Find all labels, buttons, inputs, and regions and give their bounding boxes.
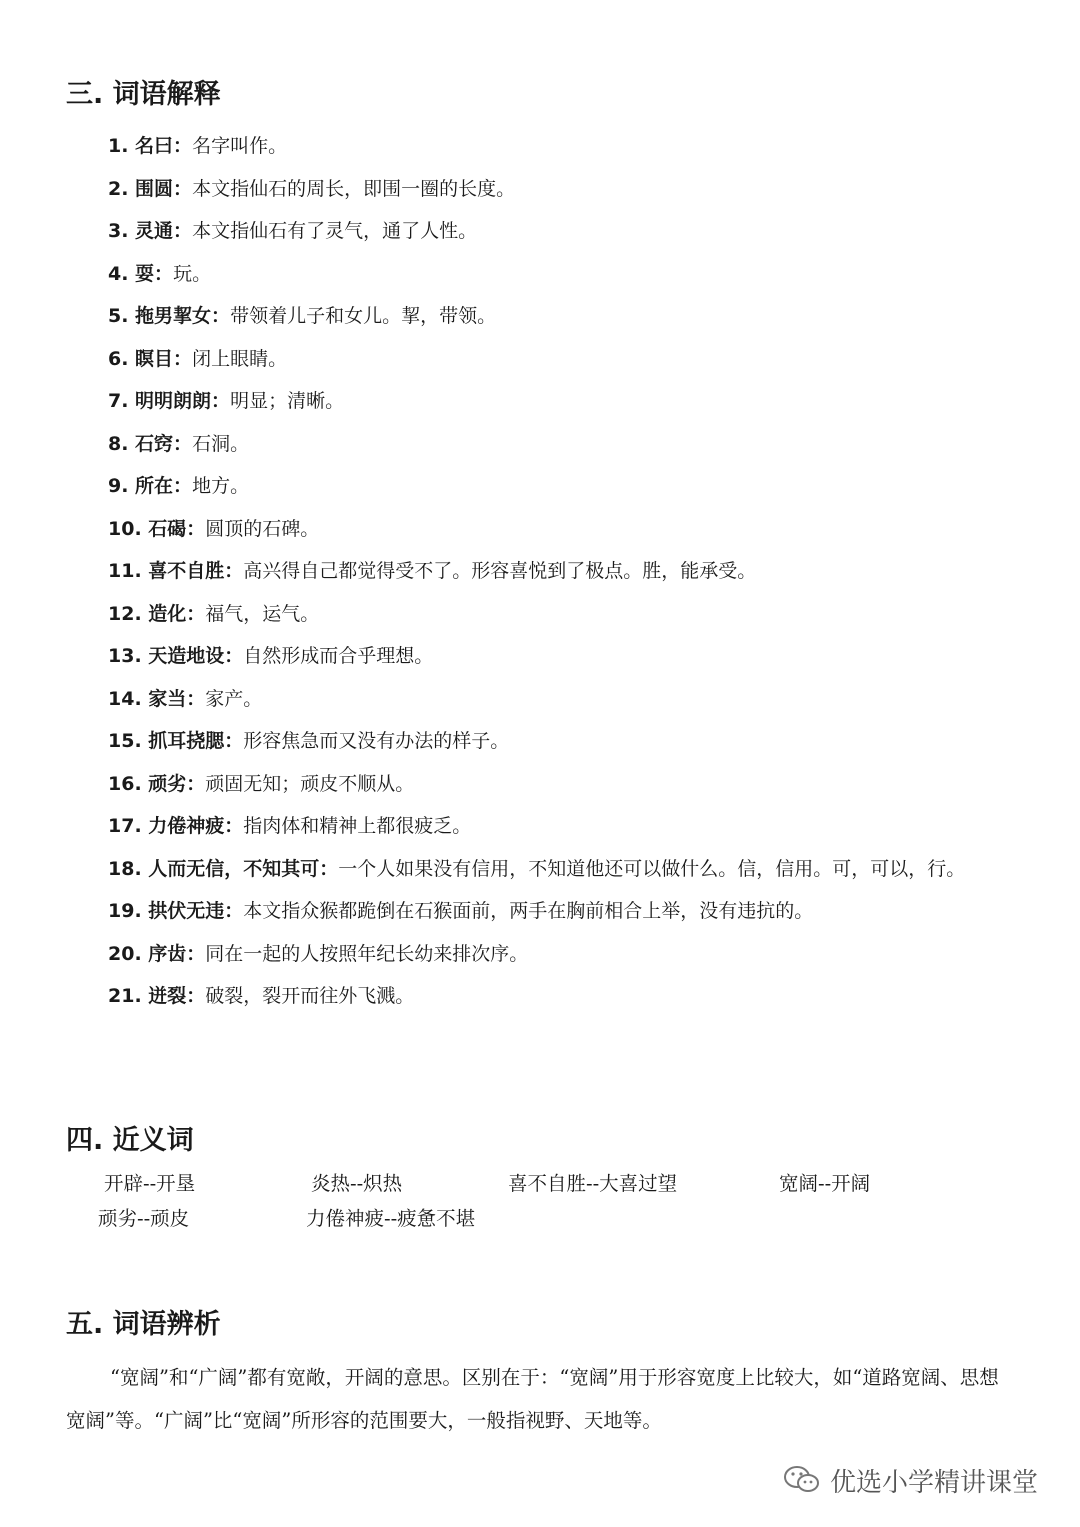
term: 13. 天造地设： [108,645,244,667]
definition-item [108,253,1028,296]
definition-item [108,380,1028,423]
term: 3. 灵通： [108,220,193,242]
definition-item [108,210,1028,253]
definition: 玩。 [173,262,212,285]
definition: 同在一起的人按照年纪长幼来排次序。 [205,942,529,965]
synonym-pair: 力倦神疲--疲惫不堪 [306,1207,476,1230]
definition-item [108,295,1028,338]
term: 15. 抓耳挠腮： [108,730,244,752]
term: 20. 序齿： [108,942,206,965]
definition: 自然形成而合乎理想。 [243,645,434,667]
section-4-title: 四. 近义词 [66,1125,194,1156]
term: 10. 石碣： [108,517,206,540]
definition-item [108,465,1028,508]
definition-item [108,805,1028,848]
definition-item [108,423,1028,466]
definition: 名字叫作。 [192,135,288,157]
synonym-pair: 炎热--炽热 [311,1172,403,1195]
definition: 带领着儿子和女儿。挈，带领。 [230,305,497,327]
term: 4. 耍： [108,262,174,285]
definition-item [108,848,1057,891]
analysis-paragraph: “宽阔”和“广阔”都有宽敞，开阔的意思。区别在于：“宽阔”用于形容宽度上比较大，如“道路宽阔、思想宽阔”等。“广阔”比“宽阔”所形容的范围要大，一般指视野、天地等。 [66,1366,999,1432]
definition-item [108,338,1028,381]
definition-item [108,975,1028,1018]
definition: 明显；清晰。 [230,390,345,412]
term: 5. 拖男挈女： [108,305,231,327]
synonym-pair: 顽劣--顽皮 [98,1207,190,1230]
wechat-icon [782,1464,822,1496]
definition: 高兴得自己都觉得受不了。形容喜悦到了极点。胜，能承受。 [243,560,757,582]
definition-item [108,890,1028,933]
term: 1. 名曰： [108,135,193,157]
term: 2. 围圆： [108,177,193,200]
definition: 闭上眼睛。 [192,347,288,370]
term: 17. 力倦神疲： [108,815,244,837]
definition: 圆顶的石碑。 [205,517,320,540]
synonym-pair: 开辟--开垦 [104,1172,196,1195]
definition: 家产。 [205,687,263,710]
definition: 石洞。 [192,432,250,455]
term: 7. 明明朗朗： [108,390,231,412]
definition-item [108,168,1028,211]
section-3-title: 三. 词语解释 [66,79,221,110]
term: 12. 造化： [108,602,206,625]
term: 6. 瞑目： [108,347,193,370]
synonym-pair: 喜不自胜--大喜过望 [508,1172,678,1195]
definition-item [108,678,1028,721]
watermark [782,1462,1038,1498]
definition: 本文指众猴都跪倒在石猴面前，两手在胸前相合上举，没有违抗的。 [243,900,814,922]
definition: 形容焦急而又没有办法的样子。 [243,730,510,752]
definition: 本文指仙石的周长，即围一圈的长度。 [192,177,516,200]
definition-item [108,550,1028,593]
definition-item [108,763,1028,806]
definition-item [108,933,1028,976]
definition: 一个人如果没有信用，不知道他还可以做什么。信，信用。可，可以，行。 [338,857,966,880]
term: 8. 石窍： [108,432,193,455]
definition: 地方。 [192,475,250,497]
definition-item [108,125,1028,168]
term: 16. 顽劣： [108,772,206,795]
definition: 顽固无知；顽皮不顺从。 [205,772,415,795]
definition-item [108,593,1028,636]
watermark-text: 优选小学精讲课堂 [830,1467,1039,1498]
term: 9. 所在： [108,475,193,497]
synonym-pair: 宽阔--开阔 [779,1172,871,1195]
definition-list [108,125,1028,1018]
term: 18. 人而无信，不知其可： [108,857,339,880]
definition: 福气，运气。 [205,602,320,625]
definition-item [108,720,1028,763]
definition-item [108,508,1028,551]
definition: 破裂，裂开而往外飞溅。 [205,985,415,1007]
term: 21. 迸裂： [108,985,206,1007]
definition: 本文指仙石有了灵气，通了人性。 [192,220,478,242]
term: 19. 拱伏无违： [108,900,244,922]
definition: 指肉体和精神上都很疲乏。 [243,815,472,837]
definition-item [108,635,1028,678]
section-5-title: 五. 词语辨析 [66,1309,221,1340]
term: 14. 家当： [108,687,206,710]
term: 11. 喜不自胜： [108,560,244,582]
